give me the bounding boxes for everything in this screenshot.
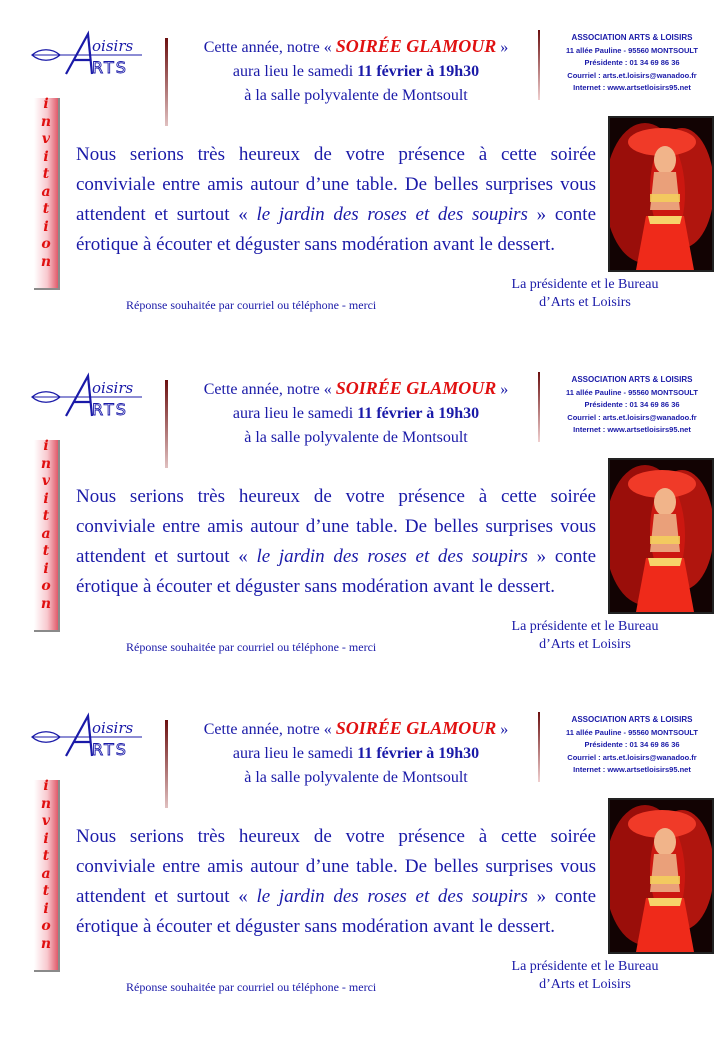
event-intro xyxy=(176,34,536,108)
association-address: 11 allée Pauline - 95560 MONTSOULT xyxy=(566,727,698,737)
invitation-card xyxy=(0,372,725,712)
dancer-photo xyxy=(608,798,714,954)
reply-note: Réponse souhaitée par courriel ou téléphone - merci xyxy=(126,298,377,312)
logo-loisirs-text: oisirs xyxy=(92,379,134,397)
invitation-letter: i xyxy=(43,900,49,917)
event-date: 11 février à 19h30 xyxy=(357,405,480,422)
signature-line-1: La présidente et le Bureau xyxy=(511,959,659,974)
signature-line-2: d’Arts et Loisirs xyxy=(539,977,631,992)
invitation-vertical-band xyxy=(34,440,60,632)
invitation-vertical-band xyxy=(34,780,60,972)
event-intro xyxy=(176,716,536,790)
invitation-letter: v xyxy=(41,131,51,147)
signature-line-1: La présidente et le Bureau xyxy=(511,619,659,634)
invitation-word xyxy=(34,778,58,953)
invitation-letter: o xyxy=(41,236,51,252)
association-address: 11 allée Pauline - 95560 MONTSOULT xyxy=(566,45,698,55)
invitation-letter: i xyxy=(43,218,49,235)
invitation-card xyxy=(0,30,725,370)
left-divider xyxy=(165,380,168,468)
arts-loisirs-logo xyxy=(30,30,150,85)
signature-line-1: La présidente et le Bureau xyxy=(511,277,659,292)
logo-loisirs-text: oisirs xyxy=(92,719,134,737)
message-part-1: Nous serions très heureux de votre présence à cette soirée conviviale entre amis autour d’une table. De belles surprises vous attendent et surtout « xyxy=(76,826,596,907)
story-title: le jardin des roses et des soupirs xyxy=(256,204,528,225)
association-name: ASSOCIATION ARTS & LOISIRS xyxy=(571,715,693,724)
invitation-word xyxy=(34,96,58,271)
right-divider xyxy=(538,30,540,100)
intro-line-1-suffix: » xyxy=(500,381,509,398)
invitation-vertical-band xyxy=(34,98,60,290)
logo-arts-text: RTS xyxy=(92,400,128,419)
invitation-letter: v xyxy=(41,473,51,489)
intro-line-1-prefix: Cette année, notre « xyxy=(203,381,332,398)
event-name: SOIRÉE GLAMOUR xyxy=(335,36,497,56)
invitation-letter: i xyxy=(43,830,49,847)
invitation-letter: t xyxy=(42,508,50,524)
association-address: 11 allée Pauline - 95560 MONTSOULT xyxy=(566,387,698,397)
invitation-letter: o xyxy=(41,918,51,934)
message-part-1: Nous serions très heureux de votre présence à cette soirée conviviale entre amis autour d’une table. De belles surprises vous attendent et surtout « xyxy=(76,486,596,567)
association-website: Internet : www.artsetloisirs95.net xyxy=(573,83,691,92)
association-phone: Présidente : 01 34 69 86 36 xyxy=(584,58,680,67)
invitation-letter: i xyxy=(43,490,49,507)
invitation-letter: t xyxy=(42,201,50,217)
invitation-letter: n xyxy=(40,455,52,472)
invitation-letter: n xyxy=(40,113,52,130)
message-part-1: Nous serions très heureux de votre présence à cette soirée conviviale entre amis autour d’une table. De belles surprises vous attendent et surtout « xyxy=(76,144,596,225)
association-contact xyxy=(548,714,716,777)
left-divider xyxy=(165,720,168,808)
right-divider xyxy=(538,712,540,782)
intro-line-1-suffix: » xyxy=(500,39,509,56)
association-email: Courriel : arts.et.loisirs@wanadoo.fr xyxy=(567,412,697,422)
invitation-letter: n xyxy=(40,935,52,952)
event-venue: à la salle polyvalente de Montsoult xyxy=(244,87,468,104)
message-part-2: » conte érotique à écouter et déguster sans modération avant le dessert. xyxy=(76,546,597,597)
intro-line-2 xyxy=(176,402,536,426)
story-title: le jardin des roses et des soupirs xyxy=(256,546,528,567)
association-website: Internet : www.artsetloisirs95.net xyxy=(573,425,691,434)
association-contact xyxy=(548,32,716,95)
invitation-letter: i xyxy=(43,560,49,577)
association-contact xyxy=(548,374,716,437)
signature xyxy=(505,958,665,994)
story-title: le jardin des roses et des soupirs xyxy=(256,886,528,907)
event-date: 11 février à 19h30 xyxy=(357,63,480,80)
invitation-letter: t xyxy=(42,883,50,899)
association-website: Internet : www.artsetloisirs95.net xyxy=(573,765,691,774)
intro-line-1-prefix: Cette année, notre « xyxy=(203,721,332,738)
intro-line-2 xyxy=(176,60,536,84)
intro-line-1 xyxy=(176,376,536,402)
logo-loisirs-text: oisirs xyxy=(92,37,134,55)
intro-line-2-prefix: aura lieu le samedi xyxy=(232,63,354,80)
invitation-letter: a xyxy=(41,525,51,542)
intro-line-1 xyxy=(176,716,536,742)
event-venue: à la salle polyvalente de Montsoult xyxy=(244,769,468,786)
event-venue: à la salle polyvalente de Montsoult xyxy=(244,429,468,446)
logo-arts-text: RTS xyxy=(92,58,128,77)
invitation-message xyxy=(76,482,596,602)
reply-note: Réponse souhaitée par courriel ou téléphone - merci xyxy=(126,980,377,994)
reply-note: Réponse souhaitée par courriel ou téléphone - merci xyxy=(126,640,377,654)
intro-line-1-prefix: Cette année, notre « xyxy=(203,39,332,56)
invitation-letter: t xyxy=(42,543,50,559)
signature-line-2: d’Arts et Loisirs xyxy=(539,637,631,652)
arts-loisirs-logo xyxy=(30,372,150,427)
invitation-letter: t xyxy=(42,848,50,864)
invitation-letter: i xyxy=(43,438,49,454)
intro-line-1-suffix: » xyxy=(500,721,509,738)
signature xyxy=(505,618,665,654)
association-phone: Présidente : 01 34 69 86 36 xyxy=(584,740,680,749)
invitation-letter: i xyxy=(43,778,49,794)
association-email: Courriel : arts.et.loisirs@wanadoo.fr xyxy=(567,70,697,80)
invitation-word xyxy=(34,438,58,613)
invitation-letter: n xyxy=(40,595,52,612)
invitation-message xyxy=(76,822,596,942)
invitation-letter: o xyxy=(41,578,51,594)
invitation-card xyxy=(0,712,725,1052)
invitation-letter: a xyxy=(41,183,51,200)
invitation-letter: t xyxy=(42,166,50,182)
message-part-2: » conte érotique à écouter et déguster sans modération avant le dessert. xyxy=(76,204,597,255)
event-date: 11 février à 19h30 xyxy=(357,745,480,762)
logo-arts-text: RTS xyxy=(92,740,128,759)
event-name: SOIRÉE GLAMOUR xyxy=(335,378,497,398)
event-intro xyxy=(176,376,536,450)
association-name: ASSOCIATION ARTS & LOISIRS xyxy=(571,33,693,42)
intro-line-2-prefix: aura lieu le samedi xyxy=(232,405,354,422)
invitation-letter: i xyxy=(43,148,49,165)
association-email: Courriel : arts.et.loisirs@wanadoo.fr xyxy=(567,752,697,762)
dancer-photo xyxy=(608,458,714,614)
left-divider xyxy=(165,38,168,126)
intro-line-1 xyxy=(176,34,536,60)
invitation-letter: n xyxy=(40,795,52,812)
intro-line-2-prefix: aura lieu le samedi xyxy=(232,745,354,762)
invitation-letter: v xyxy=(41,813,51,829)
dancer-photo xyxy=(608,116,714,272)
event-name: SOIRÉE GLAMOUR xyxy=(335,718,497,738)
signature xyxy=(505,276,665,312)
intro-line-2 xyxy=(176,742,536,766)
right-divider xyxy=(538,372,540,442)
association-name: ASSOCIATION ARTS & LOISIRS xyxy=(571,375,693,384)
message-part-2: » conte érotique à écouter et déguster sans modération avant le dessert. xyxy=(76,886,597,937)
invitation-letter: a xyxy=(41,865,51,882)
signature-line-2: d’Arts et Loisirs xyxy=(539,295,631,310)
association-phone: Présidente : 01 34 69 86 36 xyxy=(584,400,680,409)
invitation-letter: n xyxy=(40,253,52,270)
invitation-message xyxy=(76,140,596,260)
invitation-letter: i xyxy=(43,96,49,112)
arts-loisirs-logo xyxy=(30,712,150,767)
